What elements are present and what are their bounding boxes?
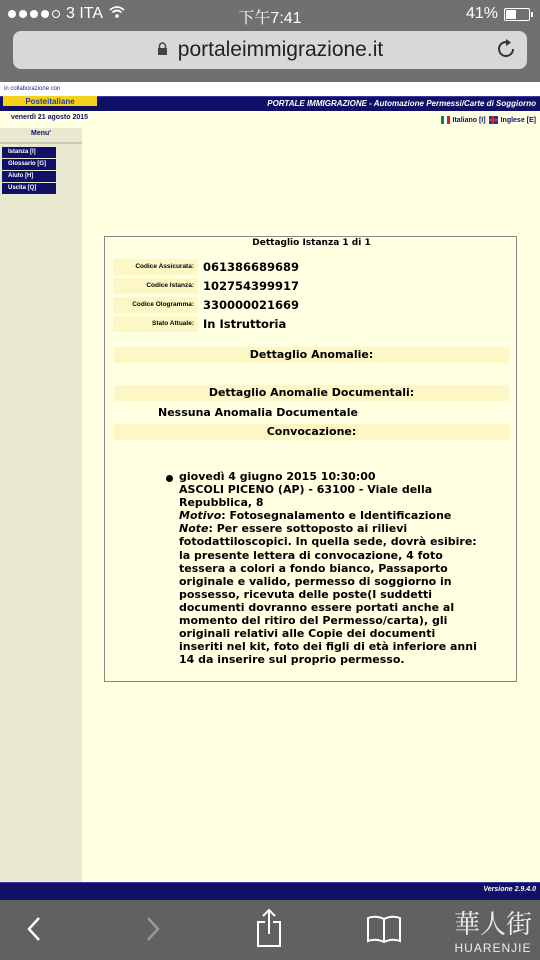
version-label: Versione 2.9.4.0 [483,886,536,893]
lang-italiano-link[interactable]: Italiano [I] [452,116,486,124]
detail-fieldset [104,236,517,682]
convocazione-address: ASCOLI PICENO (AP) - 63100 - Viale della Repubblica, 8 [179,483,433,510]
info-row-codice-ologramma [113,297,299,313]
info-row-codice-assicurata [113,259,299,275]
lock-icon [157,38,168,62]
watermark-chinese: 華人街 [453,910,532,940]
sidebar-menu [0,128,82,882]
convocazione-note [179,522,479,666]
italy-flag-icon[interactable] [441,116,450,124]
battery-icon [504,8,530,21]
huarenjie-watermark [454,904,532,955]
collab-text: in collaborazione con [4,86,61,92]
note-label: Note [179,522,209,536]
current-date: venerdì 21 agosto 2015 [11,114,89,121]
info-label: Codice Assicurata: [113,259,198,275]
detail-legend-text: Dettaglio Istanza 1 di 1 [247,238,375,248]
footer-bar [0,882,540,900]
motivo-label: Motivo [179,509,222,523]
anomalie-header: Dettaglio Anomalie: [114,347,509,363]
anomalie-documentali-text: Nessuna Anomalia Documentale [158,406,358,419]
carrier-label: 3 ITA [66,5,104,22]
menu-title: Menu' [31,130,51,137]
reload-icon[interactable] [495,37,517,67]
status-bar [0,0,540,28]
menu-item-glossario[interactable]: Glossario [G] [2,159,56,170]
language-selector [441,116,536,124]
web-page [0,82,540,900]
battery-group [466,5,530,23]
clock: 下午7:41 [238,10,302,27]
logo-text: Posteitaliane [25,96,75,106]
address-bar[interactable] [13,31,527,69]
back-icon[interactable] [24,914,44,948]
info-label: Codice Ologramma: [113,297,198,313]
menu-item-uscita[interactable]: Uscita [Q] [2,183,56,194]
convocazione-motivo [179,509,479,522]
info-value: 102754399917 [203,279,300,293]
info-label: Stato Attuale: [113,316,198,332]
convocazione-datetime: giovedì 4 giugno 2015 10:30:00 [179,470,376,483]
convocazione-header: Convocazione: [114,424,509,440]
lang-inglese-link[interactable]: Inglese [E] [500,116,536,124]
forward-icon[interactable] [143,914,163,948]
info-value: In Istruttoria [203,317,287,331]
browser-toolbar [0,900,540,960]
anomalie-documentali-header: Dettaglio Anomalie Documentali: [114,385,509,401]
posteitaliane-logo [3,96,97,106]
watermark-latin: HUARENJIE [454,941,532,955]
bookmarks-icon[interactable] [366,914,402,948]
battery-fill [506,10,516,19]
menu-item-istanza[interactable]: Istanza [I] [2,147,56,158]
browser-chrome [0,28,540,82]
info-row-codice-istanza [113,278,299,294]
note-value: : Per essere sottoposto ai rilievi fotodattiloscopici. In quella sede, dovrà esibire: la presente lettera di convocazione, 4 foto tessera a colori a fondo bianco, Passaporto originale e valido, permesso di soggiorno in possesso, ricevuta delle poste(I suddetti documenti dovranno essere portati anche al momento del ritiro del Permesso/carta), gli originali relativi alle Copie dei documenti inseriti nel kit, foto dei figli di età inferiore anni 14 da inserire sul proprio permesso. [179,522,477,667]
info-label: Codice Istanza: [113,278,198,294]
content-area [0,112,540,882]
menu-item-aiuto[interactable]: Aiuto [H] [2,171,56,182]
convocazione-details [179,470,479,666]
detail-legend [105,230,518,249]
info-value: 061386689689 [203,260,300,274]
share-icon[interactable] [254,908,284,952]
info-value: 330000021669 [203,298,300,312]
battery-percent: 41% [465,5,498,22]
info-row-stato-attuale [113,316,286,332]
list-bullet [166,475,173,482]
uk-flag-icon[interactable] [489,116,498,124]
portal-title: PORTALE IMMIGRAZIONE - Automazione Permessi/Carte di Soggiorno [267,99,536,108]
menu-divider [0,142,82,144]
motivo-value: : Fotosegnalamento e Identificazione [221,509,452,523]
url-text: portaleimmigrazione.it [177,38,384,61]
